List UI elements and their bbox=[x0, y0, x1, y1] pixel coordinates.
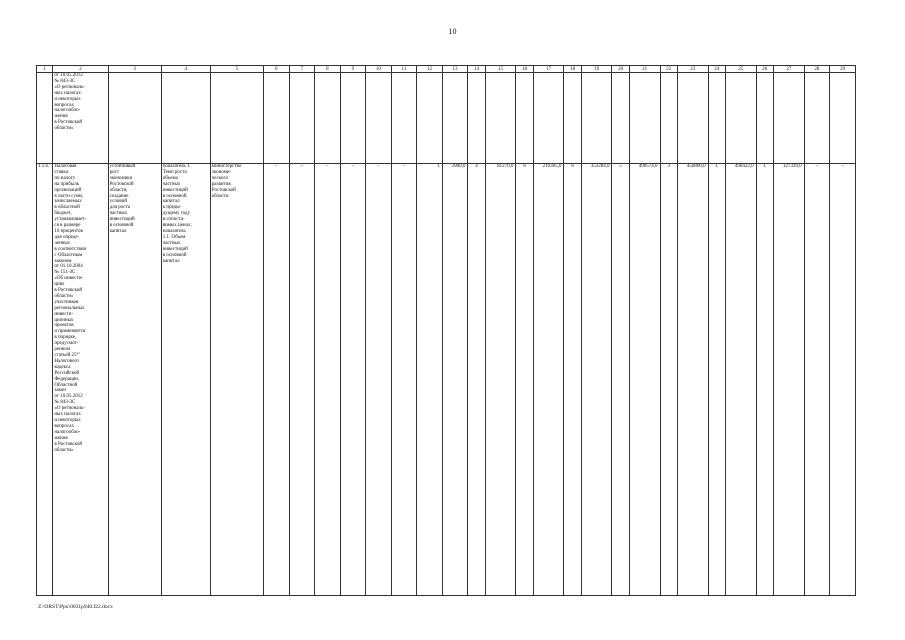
table-cell bbox=[804, 73, 830, 164]
table-cell bbox=[677, 73, 708, 164]
value-cell: 490574,0 bbox=[629, 164, 660, 596]
value-cell: 450800,0 bbox=[677, 164, 708, 596]
table-cell bbox=[161, 73, 210, 164]
value-cell: – bbox=[315, 164, 341, 596]
table-cell bbox=[533, 73, 564, 164]
tax-benefit-description: Налоговая ставка по налогу на прибыль организаций в части сумм, зачисляемых в областной бюджет, устанавливает- ся в размере 10 процентов для опреде- ленных в соответствии с Областным законом от 01.10.2004 № 151-ЗС «Об инвести- циях в Ростовской области» участников региональных инвести- ционных проектов и применяется в порядке, предусмот- ренном статьей 25⁴⁷ Налогового кодекса Российской Федерации, Областной закон от 10.05.2012 № 843-ЗС «О региональ- ных налогах и некоторых вопросах налогообло- жения в Ростовской области» bbox=[53, 164, 108, 596]
col-header: 14 bbox=[468, 66, 485, 73]
value-cell: 6 bbox=[516, 164, 533, 596]
value-cell: 1 bbox=[756, 164, 773, 596]
table-cell bbox=[315, 73, 341, 164]
col-header: 28 bbox=[804, 66, 830, 73]
table-cell bbox=[773, 73, 804, 164]
col-header: 24 bbox=[708, 66, 725, 73]
value-cell: 5 bbox=[612, 164, 629, 596]
value-cell: 6 bbox=[564, 164, 581, 596]
table-cell bbox=[391, 73, 417, 164]
table-cell bbox=[289, 73, 315, 164]
col-header: 11 bbox=[391, 66, 417, 73]
col-header: 6 bbox=[263, 66, 289, 73]
budget-table bbox=[36, 65, 856, 596]
value-cell: 353284,0 bbox=[581, 164, 612, 596]
page-number: 10 bbox=[448, 27, 457, 36]
value-cell: 216305,0 bbox=[533, 164, 564, 596]
col-header: 19 bbox=[581, 66, 612, 73]
col-header: 10 bbox=[366, 66, 392, 73]
col-header: 29 bbox=[830, 66, 856, 73]
col-header: 15 bbox=[485, 66, 516, 73]
goal-cell: устойчивый рост экономики Ростовской области, создание условий для роста частных инвестиций в основной капитал bbox=[108, 164, 161, 596]
value-cell: 3900,0 bbox=[442, 164, 468, 596]
table-cell bbox=[629, 73, 660, 164]
indicator-cell: показатель 1. Темп роста объема частных инвестиций в основной капитал к преды- дущему году в сопоста- вимых ценах; показатель 1.1. Объем частных инвестиций в основной капитал bbox=[161, 164, 210, 596]
table-cell bbox=[340, 73, 366, 164]
col-header: 26 bbox=[756, 66, 773, 73]
col-header: 9 bbox=[340, 66, 366, 73]
table-cell bbox=[830, 73, 856, 164]
col-header: 1 bbox=[37, 66, 53, 73]
col-header: 4 bbox=[161, 66, 210, 73]
table-cell bbox=[417, 73, 443, 164]
col-header: 5 bbox=[210, 66, 263, 73]
table-cell bbox=[37, 73, 53, 164]
table-row-continuation bbox=[37, 73, 856, 164]
col-header: 23 bbox=[677, 66, 708, 73]
curator-cell: министерство экономи- ческого развития Ростовской области bbox=[210, 164, 263, 596]
value-cell: – bbox=[804, 164, 830, 596]
table-row-1-1-6 bbox=[37, 164, 856, 596]
footer-file-path: Z:\ORST\Ppo\0031p940.f22.docx bbox=[38, 604, 113, 610]
table-cell bbox=[442, 73, 468, 164]
col-header: 22 bbox=[660, 66, 677, 73]
value-cell: – bbox=[830, 164, 856, 596]
value-cell: 81270,0 bbox=[485, 164, 516, 596]
value-cell: 3 bbox=[660, 164, 677, 596]
col-header: 13 bbox=[442, 66, 468, 73]
col-header: 27 bbox=[773, 66, 804, 73]
col-header: 20 bbox=[612, 66, 629, 73]
table-cell bbox=[263, 73, 289, 164]
table-cell bbox=[708, 73, 725, 164]
value-cell: 1 bbox=[417, 164, 443, 596]
table-cell bbox=[468, 73, 485, 164]
col-header: 17 bbox=[533, 66, 564, 73]
col-header: 2 bbox=[53, 66, 108, 73]
value-cell: 127339,0 bbox=[773, 164, 804, 596]
table-cell-law-ref: от 10.05.2012 № 843-ЗС «О региональ- ных налогах и некоторых вопросах налогообло- жения в Ростовской области» bbox=[53, 73, 108, 164]
value-cell: 4 bbox=[468, 164, 485, 596]
table-cell bbox=[108, 73, 161, 164]
table-cell bbox=[612, 73, 629, 164]
col-header: 8 bbox=[315, 66, 341, 73]
value-cell: – bbox=[263, 164, 289, 596]
table-cell bbox=[366, 73, 392, 164]
col-header: 18 bbox=[564, 66, 581, 73]
table-cell bbox=[516, 73, 533, 164]
table-cell bbox=[564, 73, 581, 164]
col-header: 12 bbox=[417, 66, 443, 73]
row-number-cell: 1.1.6. bbox=[37, 164, 53, 596]
col-header: 16 bbox=[516, 66, 533, 73]
col-header: 3 bbox=[108, 66, 161, 73]
col-header: 7 bbox=[289, 66, 315, 73]
col-header: 25 bbox=[725, 66, 756, 73]
value-cell: – bbox=[289, 164, 315, 596]
value-cell: 1 bbox=[708, 164, 725, 596]
table-cell bbox=[210, 73, 263, 164]
value-cell: – bbox=[391, 164, 417, 596]
value-cell: 490422,0 bbox=[725, 164, 756, 596]
table-cell bbox=[485, 73, 516, 164]
value-cell: – bbox=[340, 164, 366, 596]
table-cell bbox=[581, 73, 612, 164]
column-number-row bbox=[37, 66, 856, 73]
table-cell bbox=[725, 73, 756, 164]
table-cell bbox=[660, 73, 677, 164]
col-header: 21 bbox=[629, 66, 660, 73]
table-cell bbox=[756, 73, 773, 164]
value-cell: – bbox=[366, 164, 392, 596]
